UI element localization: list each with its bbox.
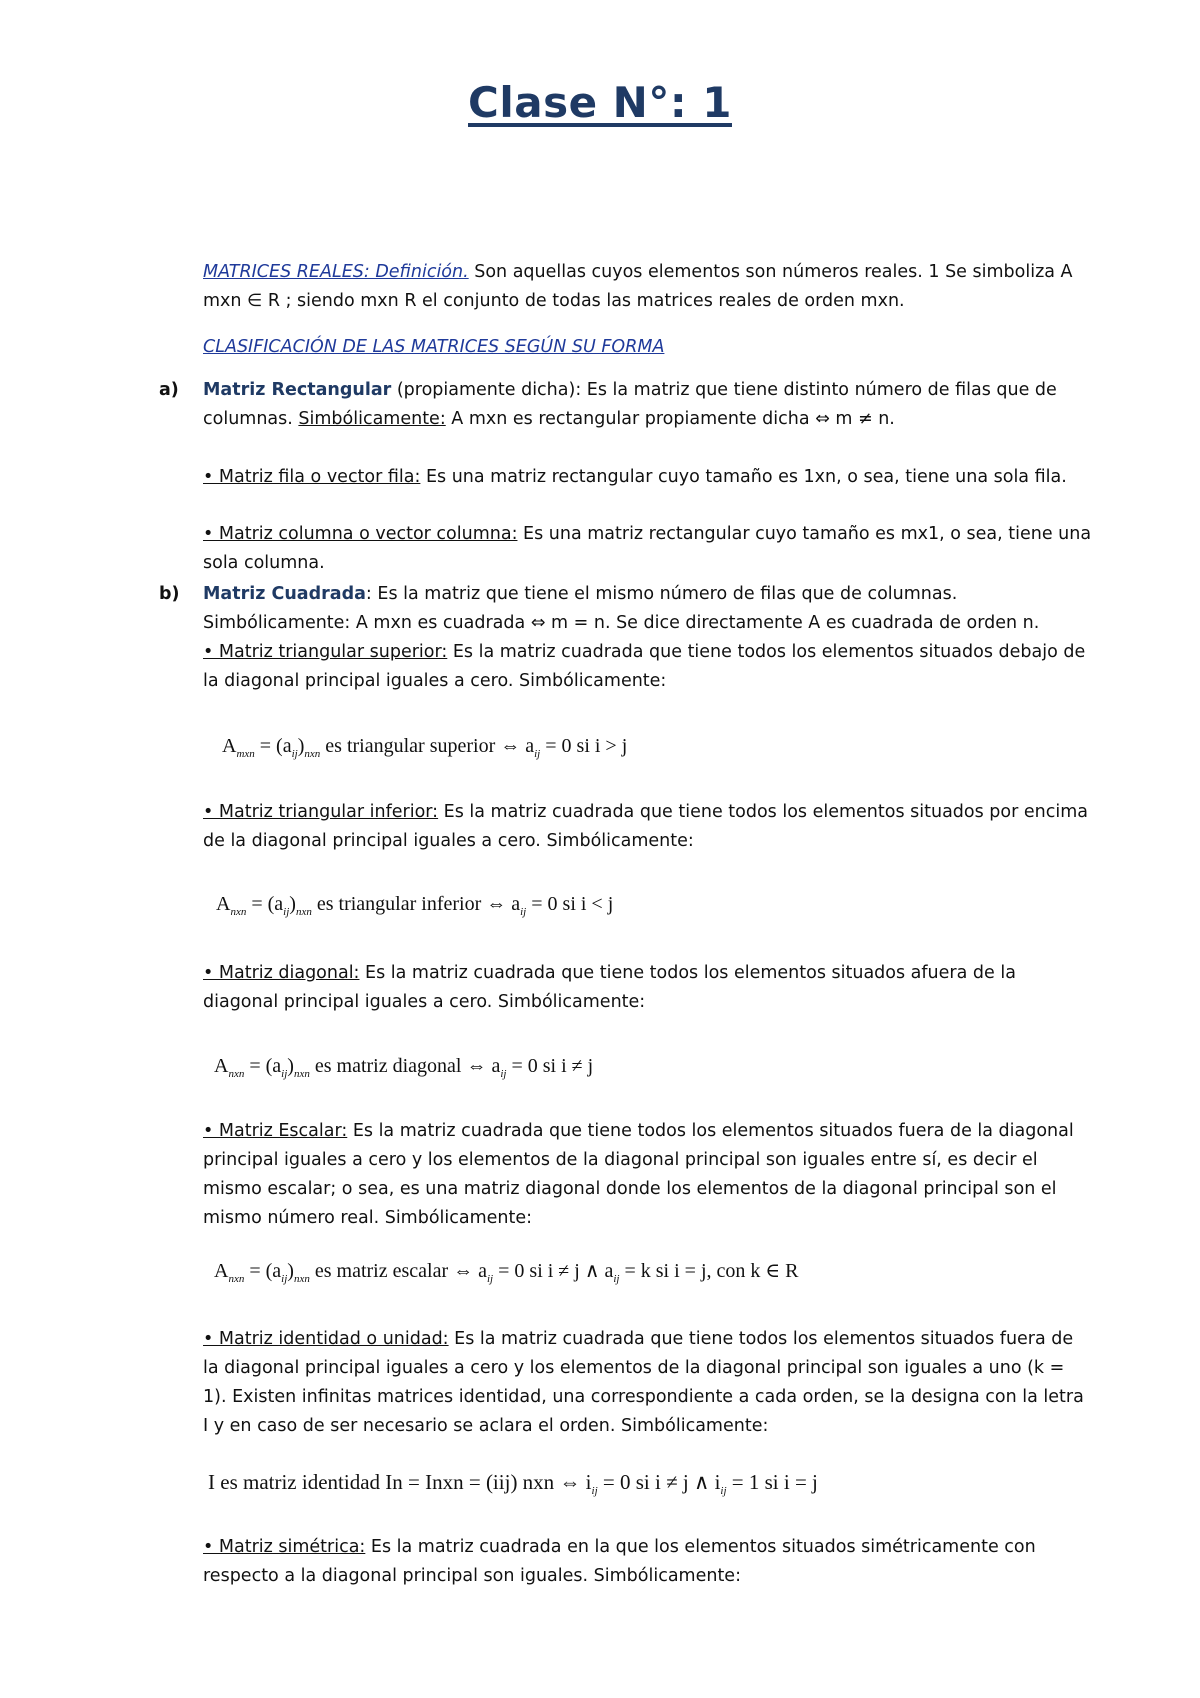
item-a-text1: (propiamente dicha): Es la matriz que tiene distinto número de filas que de columnas. [203,380,1057,429]
columna-text: Es una matriz rectangular cuyo tamaño es mx1, o sea, tiene una sola columna. [203,524,1092,573]
fila-text: Es una matriz rectangular cuyo tamaño es 1xn, o sea, tiene una sola fila. [420,467,1067,487]
item-a-text2: A mxn es rectangular propiamente dicha ⇔ m ≠ n. [445,409,895,429]
identidad-paragraph [203,1325,1093,1441]
tri-inf-term: • Matriz triangular inferior: [203,802,439,822]
tri-inf-paragraph [203,798,1093,856]
columna-paragraph [203,520,1093,578]
escalar-term: • Matriz Escalar: [203,1121,348,1141]
tri-sup-paragraph [203,638,1093,696]
diagonal-term: • Matriz diagonal: [203,963,360,983]
diagonal-paragraph [203,959,1093,1017]
tri-sup-text: Es la matriz cuadrada que tiene todos los elementos situados debajo de la diagonal principal iguales a cero. Simbólicamente: [203,642,1086,691]
classification-heading: CLASIFICACIÓN DE LAS MATRICES SEGÚN SU FORMA [203,337,665,357]
escalar-formula: $A_{nxn} = (a_{ij})_{nxn}$ es matriz escalar ⇔ $a_{ij} = 0$ si i ≠ j ∧ $a_{ij} = k$ si i = j, con k ∈ R [214,1260,799,1285]
item-b-text: : Es la matriz que tiene el mismo número de filas que de columnas. Simbólicamente: A mxn es cuadrada ⇔ m = n. Se dice directamente A es cuadrada de orden n. [203,584,1040,633]
simetrica-term: • Matriz simétrica: [203,1537,366,1557]
item-a-paragraph [159,376,1093,434]
columna-term: • Matriz columna o vector columna: [203,524,518,544]
tri-sup-term: • Matriz triangular superior: [203,642,448,662]
intro-heading: MATRICES REALES: Definición. [203,262,469,282]
intro-paragraph [203,258,1093,316]
page-title: Clase N°: 1 [468,78,732,127]
diagonal-text: Es la matriz cuadrada que tiene todos los elementos situados afuera de la diagonal principal iguales a cero. Simbólicamente: [203,963,1016,1012]
item-b-marker: b) [159,584,180,604]
simetrica-text: Es la matriz cuadrada en la que los elementos situados simétricamente con respecto a la diagonal principal son iguales. Simbólicamente: [203,1537,1036,1586]
fila-term: • Matriz fila o vector fila: [203,467,421,487]
escalar-text: Es la matriz cuadrada que tiene todos los elementos situados fuera de la diagonal principal iguales a cero y los elementos de la diagonal principal son iguales entre sí, es decir el mismo escalar; o sea, es una matriz diagonal donde los elementos de la diagonal principal son el mismo número real. Simbólicamente: [203,1121,1074,1228]
item-a-sym-label: Simbólicamente: [298,409,446,429]
item-b-paragraph [159,580,1093,638]
fila-paragraph [203,463,1093,492]
escalar-paragraph [203,1117,1093,1233]
tri-inf-text: Es la matriz cuadrada que tiene todos los elementos situados por encima de la diagonal principal iguales a cero. Simbólicamente: [203,802,1088,851]
tri-inf-formula: $A_{nxn} = (a_{ij})_{nxn}$ es triangular inferior ⇔ $a_{ij} = 0$ si i < j [216,893,614,918]
item-b-term: Matriz Cuadrada [203,584,366,604]
intro-text: Son aquellas cuyos elementos son números reales. 1 Se simboliza A mxn ∈ R ; siendo mxn R el conjunto de todas las matrices reales de orden mxn. [203,262,1073,311]
identidad-text: Es la matriz cuadrada que tiene todos los elementos situados fuera de la diagonal principal iguales a cero y los elementos de la diagonal principal son iguales a uno (k = 1). Existen infinitas matrices identidad, una correspondiente a cada orden, se la designa con la letra I y en caso de ser necesario se aclara el orden. Simbólicamente: [203,1329,1084,1436]
simetrica-paragraph [203,1533,1093,1591]
identidad-formula: I es matriz identidad In = Inxn = (iij) nxn ⇔ $i_{ij} = 0$ si i ≠ j ∧ $i_{ij} = 1$ si i = j [208,1470,818,1497]
item-a-marker: a) [159,380,179,400]
tri-sup-formula: $A_{mxn} = (a_{ij})_{nxn}$ es triangular superior ⇔ $a_{ij} = 0$ si i > j [222,735,628,760]
classification-paragraph [203,333,1093,362]
item-a-term: Matriz Rectangular [203,380,392,400]
diagonal-formula: $A_{nxn} = (a_{ij})_{nxn}$ es matriz diagonal ⇔ $a_{ij} = 0$ si i ≠ j [214,1055,594,1080]
identidad-term: • Matriz identidad o unidad: [203,1329,449,1349]
